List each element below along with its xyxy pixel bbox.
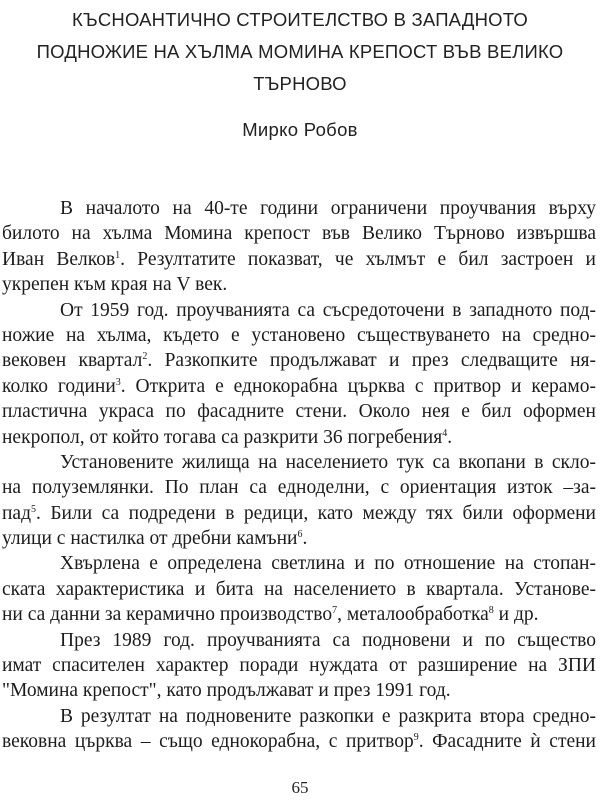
body-line: ни са данни за керамично производство$^7$, металообработка$^8$ и др. — [2, 604, 539, 626]
body-line: През 1989 год. проучванията са подновени и по същество — [60, 629, 596, 651]
body-line: вековна църква – също еднокорабна, с притвор$^9$. Фасадните ѝ стени — [2, 731, 596, 753]
title-line-2: ПОДНОЖИЕ НА ХЪЛМА МОМИНА КРЕПОСТ ВЪВ ВЕЛИКО — [36, 41, 564, 62]
footnote-ref[interactable]: 5 — [31, 503, 37, 515]
body-line: билото на хълма Момина крепост във Велико Търново извършва — [2, 223, 596, 245]
footnote-ref[interactable]: 3 — [115, 376, 121, 388]
author-name: Мирко Робов — [242, 119, 358, 140]
body-line: некропол, от който тогава са разкрити 36 погребения$^4$. — [2, 426, 453, 448]
body-line: ножие на хълма, където е установено съществуването на средно- — [2, 324, 596, 346]
title-line-3: ТЪРНОВО — [253, 73, 347, 94]
body-line: В началото на 40-те години ограничени проучвания върху — [60, 198, 596, 219]
footnote-ref[interactable]: 4 — [442, 427, 448, 439]
article-title — [0, 4, 600, 100]
article-body — [2, 196, 596, 755]
footnote-ref[interactable]: 8 — [488, 605, 494, 617]
body-line: Иван Велков$^1$. Резултатите показват, че хълмът е бил застроен и — [2, 248, 596, 270]
footnote-ref[interactable]: 7 — [332, 605, 338, 617]
body-line: От 1959 год. проучванията са съсредоточени в западното под- — [60, 299, 596, 321]
body-line: колко години$^3$. Открита е еднокорабна църква с притвор и керамо- — [2, 375, 596, 397]
body-line: пад$^5$. Били са подредени в редици, като между тях били оформени — [2, 502, 596, 524]
body-line: Хвърлена е определена светлина и по отношение на стопан- — [60, 553, 596, 575]
body-line: "Момина крепост", като продължават и през 1991 год. — [2, 680, 451, 702]
body-line: вековен квартал$^2$. Разкопките продължават и през следващите ня- — [2, 350, 596, 372]
footnote-ref[interactable]: 1 — [115, 249, 121, 261]
footnote-ref[interactable]: 2 — [142, 351, 148, 363]
body-line: укрепен към края на V век. — [2, 274, 228, 296]
body-line: пластична украса по фасадните стени. Около нея е бил оформен — [2, 401, 596, 423]
body-line: улици с настилка от дребни камъни$^6$. — [2, 528, 308, 550]
body-line: имат спасителен характер поради нуждата от разширение на ЗПИ — [2, 655, 596, 677]
body-line: ската характеристика и бита на населението в квартала. Установе- — [2, 578, 596, 600]
page-number: 65 — [291, 778, 309, 797]
footnote-ref[interactable]: 9 — [413, 732, 419, 744]
body-line: Установените жилища на населението тук са вкопани в скло- — [60, 451, 596, 473]
footnote-ref[interactable]: 6 — [297, 529, 303, 541]
body-line: В резултат на подновените разкопки е разкрита втора средно- — [60, 705, 596, 727]
body-line: на полуземлянки. По план са едноделни, с ориентация изток –за- — [2, 477, 596, 499]
title-line-1: КЪСНОАНТИЧНО СТРОИТЕЛСТВО В ЗАПАДНОТО — [72, 9, 528, 30]
